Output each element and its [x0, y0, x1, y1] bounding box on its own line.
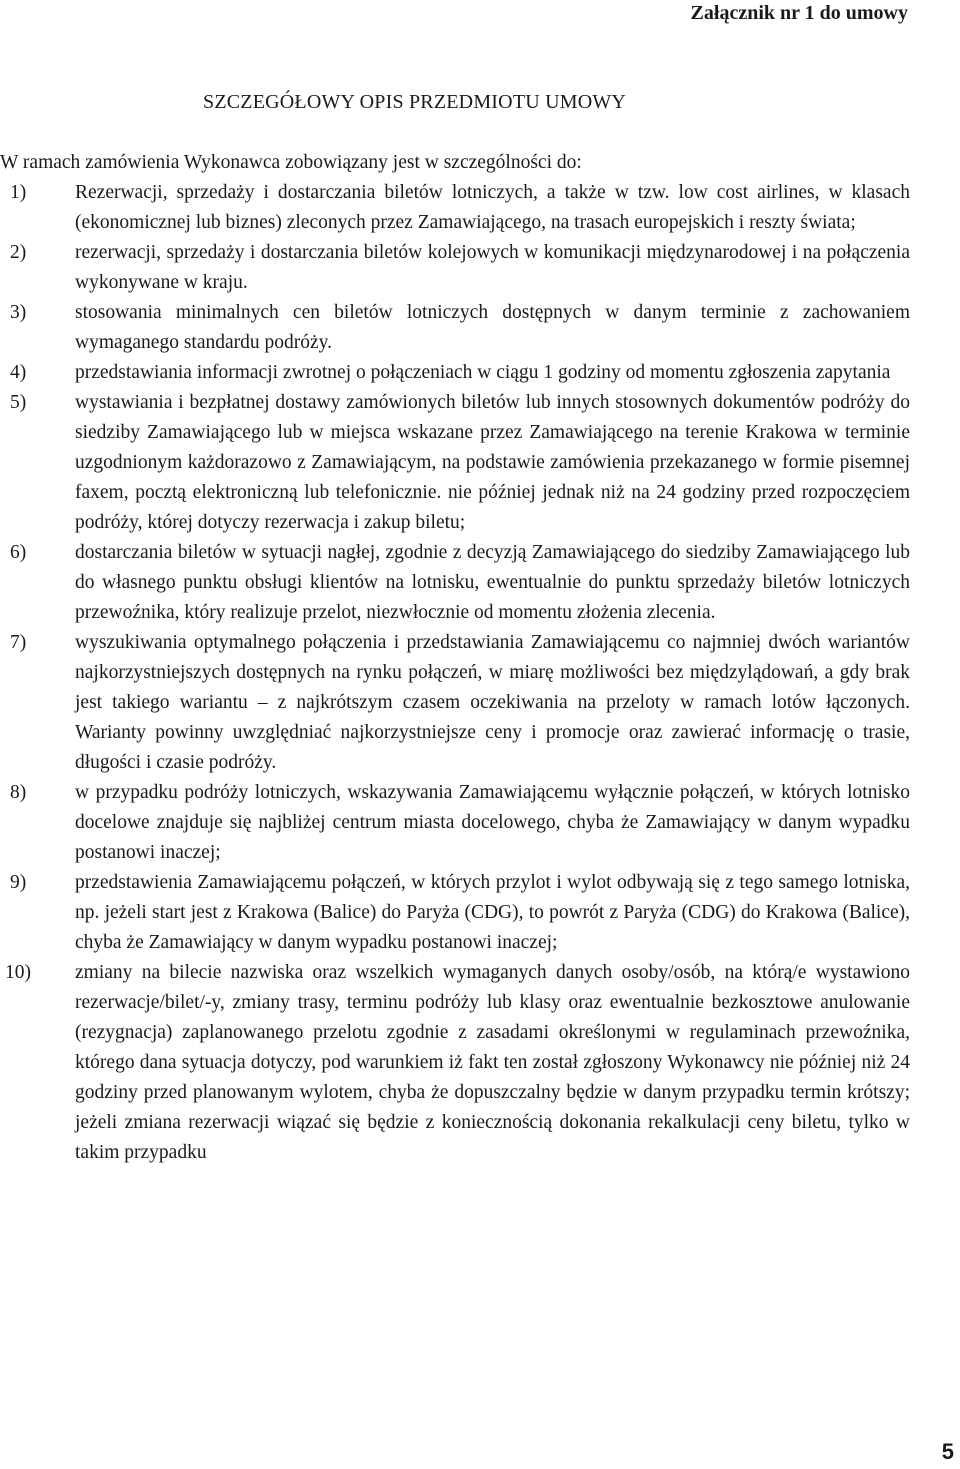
list-item	[0, 868, 910, 958]
document-title: SZCZEGÓŁOWY OPIS PRZEDMIOTU UMOWY	[203, 91, 627, 113]
list-item-text: dostarczania biletów w sytuacji nagłej, zgodnie z decyzją Zamawiającego do siedziby Zamawiającego lub do własnego punktu obsługi klientów na lotnisku, ewentualnie do punktu sprzedaży biletów lotniczych przewoźnika, który realizuje przelot, niezwłocznie od momentu złożenia zlecenia.	[75, 542, 910, 623]
list-item	[0, 238, 910, 298]
list-item-text: Rezerwacji, sprzedaży i dostarczania biletów lotniczych, a także w tzw. low cost airlines, w klasach (ekonomicznej lub biznes) zleconych przez Zamawiającego, na trasach europejskich i reszty świata;	[75, 182, 910, 233]
list-item	[0, 628, 910, 778]
list-item	[0, 778, 910, 868]
list-item-text: przedstawienia Zamawiającemu połączeń, w których przylot i wylot odbywają się z tego samego lotniska, np. jeżeli start jest z Krakowa (Balice) do Paryża (CDG), to powrót z Paryża (CDG) do Krakowa (Balice), chyba że Zamawiający w danym wypadku postanowi inaczej;	[75, 872, 910, 953]
list-item-text: przedstawiania informacji zwrotnej o połączeniach w ciągu 1 godziny od momentu zgłoszenia zapytania	[75, 362, 891, 383]
document-body	[0, 148, 910, 1168]
list-item-number: 9)	[10, 872, 27, 893]
obligations-list	[0, 178, 910, 1168]
list-item-number: 2)	[10, 242, 27, 263]
list-item-number: 3)	[10, 302, 27, 323]
list-item-text: wystawiania i bezpłatnej dostawy zamówionych biletów lub innych stosownych dokumentów podróży do siedziby Zamawiającego lub w miejsca wskazane przez Zamawiającego na terenie Krakowa w terminie uzgodnionym każdorazowo z Zamawiającym, na podstawie zamówienia przekazanego w formie pisemnej faxem, pocztą elektroniczną lub telefonicznie. nie później jednak niż na 24 godziny przed rozpoczęciem podróży, której dotyczy rezerwacja i zakup biletu;	[75, 392, 910, 533]
intro-paragraph: W ramach zamówienia Wykonawca zobowiązany jest w szczególności do:	[0, 152, 582, 173]
page-number: 5	[941, 1439, 954, 1464]
list-item-number: 5)	[10, 392, 27, 413]
list-item-number: 7)	[10, 632, 27, 653]
list-item	[0, 298, 910, 358]
list-item	[0, 538, 910, 628]
annex-label: Załącznik nr 1 do umowy	[690, 2, 908, 24]
list-item	[0, 958, 910, 1168]
list-item-text: zmiany na bilecie nazwiska oraz wszelkich wymaganych danych osoby/osób, na którą/e wystawiono rezerwacje/bilet/-y, zmiany trasy, terminu podróży lub klasy oraz ewentualnie bezkosztowe anulowanie (rezygnacja) zaplanowanego przelotu zgodnie z zasadami określonymi w regulaminach przewoźnika, którego dana sytuacja dotyczy, pod warunkiem iż fakt ten został zgłoszony Wykonawcy nie później niż 24 godziny przed planowanym wylotem, chyba że dopuszczalny będzie w danym przypadku termin krótszy; jeżeli zmiana rezerwacji wiązać się będzie z koniecznością dokonania rekalkulacji ceny biletu, tylko w takim przypadku	[75, 962, 910, 1163]
list-item	[0, 388, 910, 538]
list-item-number: 6)	[10, 542, 27, 563]
list-item-number: 4)	[10, 362, 27, 383]
list-item	[0, 358, 910, 388]
list-item-number: 1)	[10, 182, 27, 203]
list-item-text: rezerwacji, sprzedaży i dostarczania biletów kolejowych w komunikacji międzynarodowej i na połączenia wykonywane w kraju.	[75, 242, 910, 293]
list-item-number: 8)	[10, 782, 27, 803]
list-item-text: stosowania minimalnych cen biletów lotniczych dostępnych w danym terminie z zachowaniem wymaganego standardu podróży.	[75, 302, 910, 353]
list-item-text: w przypadku podróży lotniczych, wskazywania Zamawiającemu wyłącznie połączeń, w których lotnisko docelowe znajduje się najbliżej centrum miasta docelowego, chyba że Zamawiający w danym wypadku postanowi inaczej;	[75, 782, 910, 863]
list-item-number: 10)	[5, 962, 31, 983]
list-item	[0, 178, 910, 238]
list-item-text: wyszukiwania optymalnego połączenia i przedstawiania Zamawiającemu co najmniej dwóch wariantów najkorzystniejszych dostępnych na rynku połączeń, w miarę możliwości bez międzylądowań, a gdy brak jest takiego wariantu – z najkrótszym czasem oczekiwania na przeloty w ramach lotów łączonych. Warianty powinny uwzględniać najkorzystniejsze ceny i promocje oraz zawierać informację o trasie, długości i czasie podróży.	[75, 632, 910, 773]
